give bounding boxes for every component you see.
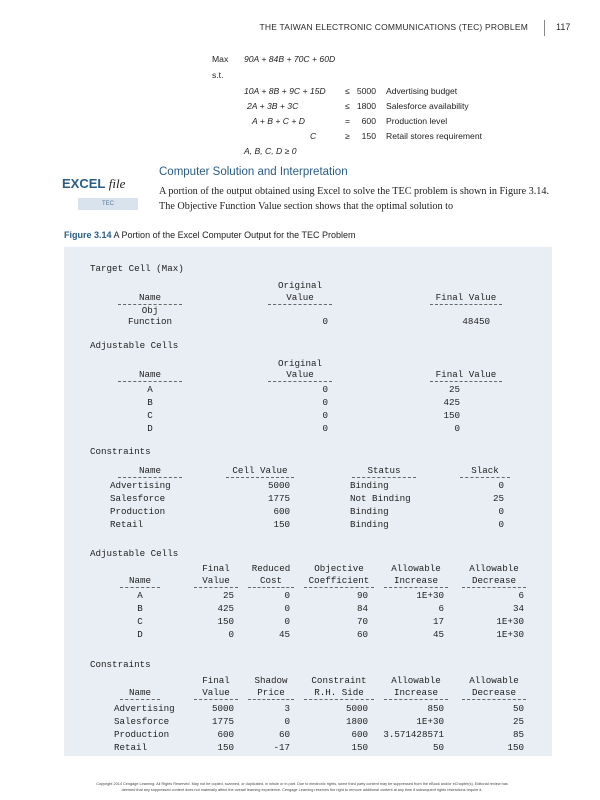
table-row: C <box>137 616 143 627</box>
table-row: A <box>147 384 153 395</box>
adjustable-col-name: Name <box>118 369 182 382</box>
lp-constraint-name: Production level <box>386 116 448 126</box>
lp-st-label: s.t. <box>212 70 224 80</box>
sens-constraints-col: Increase <box>384 687 448 700</box>
section-title: Computer Solution and Interpretation <box>159 166 348 178</box>
adjustable-col-original-value: Value <box>268 369 332 382</box>
excel-label-text: EXCEL <box>62 176 106 191</box>
sens-adjustable-col: Value <box>194 575 238 588</box>
footer-line: Copyright 2014 Cengage Learning. All Rights Reserved. May not be copied, scanned, or duplicated, in whole or in part. Due to electronic rights, some third party content may be suppressed from the eBook and/or eChapter(s). Editorial review has <box>96 782 508 786</box>
lp-constraint-op: = <box>345 116 351 126</box>
table-cell: 150 <box>217 742 234 753</box>
excel-file-tag: TEC <box>78 198 138 210</box>
sens-constraints-col: R.H. Side <box>304 687 374 700</box>
table-cell: 600 <box>351 729 368 740</box>
table-cell: 0 <box>284 603 290 614</box>
table-cell: 0 <box>498 480 504 491</box>
table-cell: 600 <box>273 506 290 517</box>
table-cell: 25 <box>448 384 460 395</box>
target-col-final: Final Value <box>430 292 502 305</box>
table-cell: 85 <box>512 729 524 740</box>
table-cell: 425 <box>443 397 460 408</box>
sens-constraints-col: Price <box>248 687 294 700</box>
table-row: Production <box>110 506 166 517</box>
lp-constraint-lhs: C <box>310 131 317 141</box>
table-row: Advertising <box>114 703 175 714</box>
target-heading: Target Cell (Max) <box>90 263 184 274</box>
sens-constraints-col-name: Name <box>120 687 160 700</box>
table-row: Retail <box>110 519 144 530</box>
constraints-col-name: Name <box>118 465 182 478</box>
table-cell: Binding <box>350 506 389 517</box>
lp-constraint-name: Salesforce availability <box>386 101 469 111</box>
excel-label-suffix: file <box>108 176 126 191</box>
table-cell: 5000 <box>211 703 234 714</box>
table-cell: 25 <box>512 716 524 727</box>
sens-constraints-col: Final <box>202 675 230 686</box>
lp-constraint-name: Retail stores requirement <box>386 131 483 141</box>
adjustable-col-final: Final Value <box>430 369 502 382</box>
sens-adjustable-col: Increase <box>384 575 448 588</box>
table-cell: 0 <box>284 616 290 627</box>
target-row-name: Obj <box>141 305 159 316</box>
sens-adjustable-col: Reduced <box>251 563 291 574</box>
table-cell: 150 <box>351 742 368 753</box>
table-cell: 34 <box>512 603 524 614</box>
sens-constraints-heading: Constraints <box>90 659 151 670</box>
target-col-original-value: Value <box>268 292 332 305</box>
constraints-col-slack: Slack <box>460 465 510 478</box>
target-col-original: Original <box>277 280 323 291</box>
figure-caption <box>64 230 356 240</box>
table-row: Production <box>114 729 170 740</box>
table-cell: Binding <box>350 519 389 530</box>
table-cell: 0 <box>498 506 504 517</box>
table-cell: 600 <box>217 729 234 740</box>
table-cell: Binding <box>350 480 389 491</box>
running-header <box>0 20 600 40</box>
table-row: Retail <box>114 742 148 753</box>
table-cell: 0 <box>284 590 290 601</box>
table-cell: 60 <box>278 729 290 740</box>
lp-constraint-rhs: 1800 <box>356 101 376 111</box>
target-col-name: Name <box>118 292 182 305</box>
sens-adjustable-col: Objective <box>314 563 364 574</box>
table-cell: 45 <box>432 629 444 640</box>
table-cell: 5000 <box>345 703 368 714</box>
lp-objective: 90A + 84B + 70C + 60D <box>244 54 336 64</box>
table-cell: 425 <box>217 603 234 614</box>
lp-constraint-op: ≥ <box>345 131 350 141</box>
table-cell: 1775 <box>267 493 290 504</box>
table-row: Salesforce <box>114 716 170 727</box>
table-cell: 150 <box>507 742 524 753</box>
table-cell: 0 <box>322 397 328 408</box>
header-title: THE TAIWAN ELECTRONIC COMMUNICATIONS (TEC) PROBLEM <box>259 22 528 32</box>
table-row: D <box>137 629 143 640</box>
table-row: Advertising <box>110 480 171 491</box>
table-cell: -17 <box>273 742 290 753</box>
adjustable-col-original: Original <box>277 358 323 369</box>
table-cell: 6 <box>438 603 444 614</box>
table-cell: 84 <box>356 603 368 614</box>
sens-adjustable-heading: Adjustable Cells <box>90 548 179 559</box>
table-cell: 0 <box>454 423 460 434</box>
lp-constraint-rhs: 150 <box>361 131 376 141</box>
table-cell: 25 <box>492 493 504 504</box>
lp-constraint-rhs: 5000 <box>356 86 376 96</box>
table-cell: 3 <box>284 703 290 714</box>
table-cell: 150 <box>443 410 460 421</box>
page-number: 117 <box>556 22 571 32</box>
sens-constraints-col: Constraint <box>311 675 367 686</box>
table-cell: 6 <box>518 590 524 601</box>
table-row: B <box>147 397 153 408</box>
table-cell: 70 <box>356 616 368 627</box>
table-cell: 17 <box>432 616 444 627</box>
table-cell: 90 <box>356 590 368 601</box>
target-row-name: Function <box>127 316 173 327</box>
lp-nonnegativity: A, B, C, D ≥ 0 <box>244 146 297 156</box>
table-row: A <box>137 590 143 601</box>
lp-constraint-lhs: A + B + C + D <box>252 116 305 126</box>
table-cell: 50 <box>512 703 524 714</box>
sens-adjustable-col: Allowable <box>391 563 441 574</box>
table-cell: 25 <box>222 590 234 601</box>
header-divider <box>544 20 545 36</box>
excel-file-label <box>62 176 154 192</box>
table-cell: 0 <box>322 384 328 395</box>
table-cell: 0 <box>498 519 504 530</box>
lp-constraint-op: ≤ <box>345 86 350 96</box>
table-cell: 1E+30 <box>416 590 444 601</box>
sens-constraints-col: Allowable <box>469 675 519 686</box>
adjustable-heading: Adjustable Cells <box>90 340 179 351</box>
table-cell: 0 <box>228 629 234 640</box>
constraints-col-cell-value: Cell Value <box>226 465 294 478</box>
lp-model <box>200 54 530 160</box>
table-cell: 1775 <box>211 716 234 727</box>
footer-line: deemed that any suppressed content does not materially affect the overall learning experience. Cengage Learning reserves the right to remove additional content at any time if subsequent rights restrictions require it. <box>121 787 483 792</box>
sens-constraints-col: Shadow <box>254 675 288 686</box>
table-cell: 850 <box>427 703 444 714</box>
table-cell: 1E+30 <box>416 716 444 727</box>
sens-constraints-col: Allowable <box>391 675 441 686</box>
table-cell: 1800 <box>345 716 368 727</box>
lp-constraint-lhs: 10A + 8B + 9C + 15D <box>244 86 326 96</box>
table-cell: 150 <box>217 616 234 627</box>
table-cell: Not Binding <box>350 493 411 504</box>
sens-adjustable-col: Cost <box>248 575 294 588</box>
figure-caption-text: A Portion of the Excel Computer Output for the TEC Problem <box>113 230 356 240</box>
sens-constraints-col: Decrease <box>462 687 526 700</box>
constraints-col-status: Status <box>352 465 416 478</box>
lp-constraint-name: Advertising budget <box>386 86 458 96</box>
table-cell: 60 <box>356 629 368 640</box>
sens-adjustable-col: Final <box>202 563 230 574</box>
table-row: C <box>147 410 153 421</box>
lp-constraint-rhs: 600 <box>361 116 376 126</box>
table-cell: 3.571428571 <box>383 729 444 740</box>
sens-constraints-col: Value <box>194 687 238 700</box>
sens-adjustable-col: Decrease <box>462 575 526 588</box>
table-cell: 0 <box>322 423 328 434</box>
sens-adjustable-col-name: Name <box>120 575 160 588</box>
lp-constraint-op: ≤ <box>345 101 350 111</box>
table-cell: 0 <box>284 716 290 727</box>
constraints-heading: Constraints <box>90 446 151 457</box>
table-row: B <box>137 603 143 614</box>
table-cell: 45 <box>278 629 290 640</box>
table-cell: 5000 <box>267 480 290 491</box>
excel-output-panel <box>64 247 552 756</box>
table-cell: 1E+30 <box>496 616 524 627</box>
target-row-final: 48450 <box>462 316 490 327</box>
target-row-original: 0 <box>322 316 328 327</box>
table-cell: 50 <box>432 742 444 753</box>
table-cell: 0 <box>322 410 328 421</box>
figure-label: Figure 3.14 <box>64 230 112 240</box>
lp-max-label: Max <box>212 54 229 64</box>
table-row: Salesforce <box>110 493 166 504</box>
table-row: D <box>147 423 153 434</box>
section-body: A portion of the output obtained using Excel to solve the TEC problem is shown in Figure 3.14. The Objective Function Value section shows that the optimal solution to <box>159 186 550 212</box>
lp-constraint-lhs: 2A + 3B + 3C <box>247 101 299 111</box>
table-cell: 150 <box>273 519 290 530</box>
sens-adjustable-col: Allowable <box>469 563 519 574</box>
sens-adjustable-col: Coefficient <box>304 575 374 588</box>
table-cell: 1E+30 <box>496 629 524 640</box>
excel-file-badge <box>62 176 154 210</box>
copyright-footer <box>32 782 572 793</box>
